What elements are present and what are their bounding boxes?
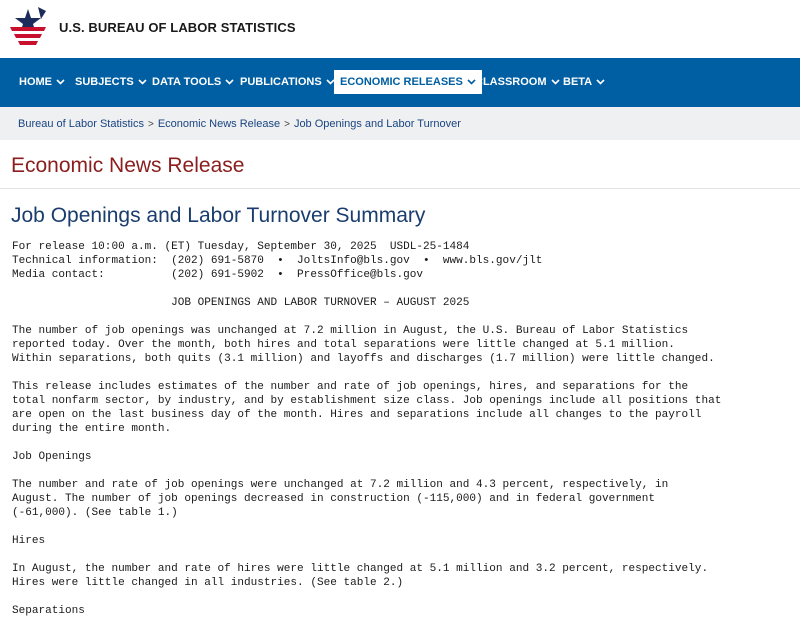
nav-publications-label: PUBLICATIONS [240, 76, 322, 88]
release-text: For release 10:00 a.m. (ET) Tuesday, September 30, 2025 USDL-25-1484 Technical information: (202) 691-5870 • JoltsInfo@bls.gov • www.bls.gov/jlt Media contact: (202) 691-5902 • PressOffice@bls.gov JOB OPENINGS AND LABOR TURNOVER – AUGUST 2025 The number of job openings was unchanged at 7.2 million in August, the U.S. Bureau of Labor Statistics reported today. Over the month, both hires and total separations were little changed at 5.1 million. Within separations, both quits (3.1 million) and layoffs and discharges (1.7 million) were little changed. This release includes estimates of the number and rate of job openings, hires, and separations for the total nonfarm sector, by industry, and by establishment size class. Job openings include all positions that are open on the last business day of the month. Hires and separations include all changes to the payroll during the entire month. Job Openings The number and rate of job openings were unchanged at 7.2 million and 4.3 percent, respectively, in August. The number of job openings decreased in construction (-115,000) and in federal government (-61,000). (See table 1.) Hires In August, the number and rate of hires were little changed at 5.1 million and 3.2 percent, respectively. Hires were little changed in all industries. (See table 2.) Separations [12, 241, 722, 617]
chevron-down-icon [225, 79, 234, 85]
nav-home-label: HOME [19, 76, 52, 88]
nav-economic-releases-label: ECONOMIC RELEASES [340, 76, 463, 88]
nav-classroom[interactable] [475, 70, 560, 94]
divider [0, 188, 800, 189]
nav-subjects[interactable] [75, 70, 147, 94]
page-title: Job Openings and Labor Turnover Summary [11, 204, 426, 227]
chevron-down-icon [596, 79, 605, 85]
nav-data-tools-label: DATA TOOLS [152, 76, 222, 88]
bls-logo-icon[interactable] [8, 5, 48, 49]
nav-subjects-label: SUBJECTS [75, 76, 134, 88]
nav-economic-releases[interactable] [334, 70, 482, 94]
chevron-down-icon [138, 79, 147, 85]
nav-beta[interactable] [563, 70, 605, 94]
nav-publications[interactable] [240, 70, 335, 94]
nav-beta-label: BETA [563, 76, 593, 88]
chevron-down-icon [551, 79, 560, 85]
breadcrumb-bls[interactable]: Bureau of Labor Statistics [18, 118, 144, 130]
breadcrumb-separator: > [284, 119, 290, 130]
nav-home[interactable] [19, 70, 65, 94]
nav-classroom-label: CLASSROOM [475, 76, 547, 88]
breadcrumb-economic-news-release[interactable]: Economic News Release [157, 118, 281, 130]
site-header [0, 0, 800, 58]
breadcrumb [18, 118, 461, 130]
site-title[interactable]: U.S. BUREAU OF LABOR STATISTICS [59, 20, 296, 35]
breadcrumb-jolts[interactable]: Job Openings and Labor Turnover [293, 118, 461, 130]
nav-data-tools[interactable] [152, 70, 234, 94]
main-navigation [0, 58, 800, 107]
breadcrumb-separator: > [147, 119, 154, 130]
section-title: Economic News Release [11, 154, 245, 177]
chevron-down-icon [56, 79, 65, 85]
breadcrumb-bar [0, 107, 800, 140]
